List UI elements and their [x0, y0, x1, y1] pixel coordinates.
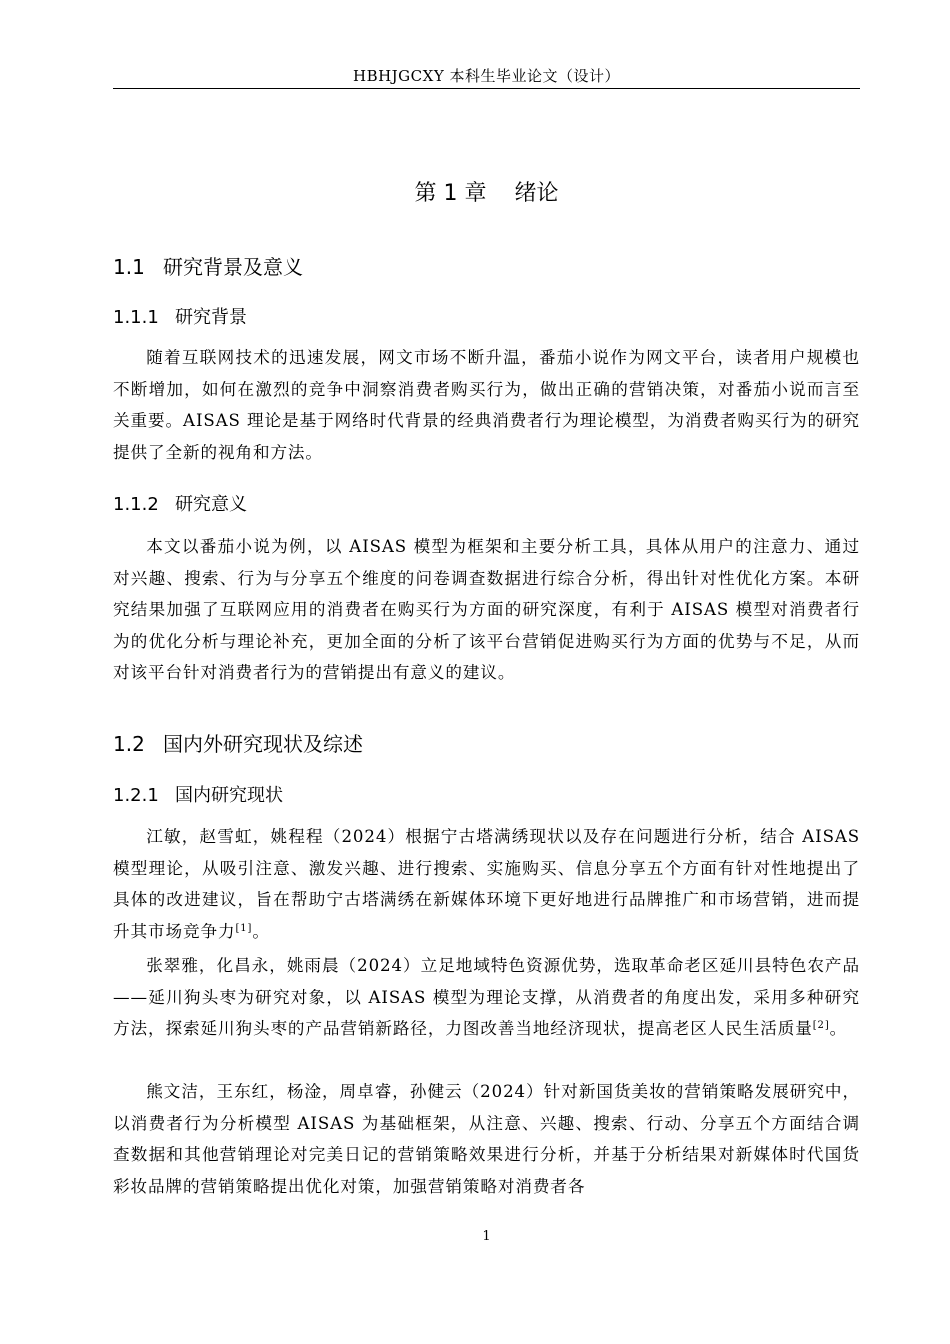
running-header: HBHJGCXY 本科生毕业论文（设计）	[352, 67, 620, 85]
subsection-title: 研究背景	[175, 307, 247, 328]
paragraph-domestic-study-2	[113, 950, 860, 1045]
subsection-title: 研究意义	[175, 494, 247, 515]
paragraph-research-background: 随着互联网技术的迅速发展，网文市场不断升温，番茄小说作为网文平台，读者用户规模也不断增加，如何在激烈的竞争中洞察消费者购买行为，做出正确的营销决策，对番茄小说而言至关重要。AISAS 理论是基于网络时代背景的经典消费者行为理论模型，为消费者购买行为的研究提供了全新的视角和方法。	[113, 348, 860, 462]
section-number: 1.1	[113, 255, 145, 279]
header-rule	[113, 88, 860, 89]
chapter-title	[113, 178, 860, 210]
section-heading-1-2	[113, 730, 363, 758]
chapter-name: 绪论	[514, 181, 559, 206]
subsection-heading-1-1-2	[113, 492, 247, 518]
citation-ref: [1]	[235, 922, 253, 934]
section-number: 1.2	[113, 732, 145, 756]
paragraph-domestic-study-3: 熊文洁，王东红，杨淦，周卓睿，孙健云（2024）针对新国货美妆的营销策略发展研究中，以消费者行为分析模型 AISAS 为基础框架，从注意、兴趣、搜索、行动、分享五个方面结合调查数据和其他营销理论对完美日记的营销策略效果进行分析，并基于分析结果对新媒体时代国货彩妆品牌的营销策略提出优化对策，加强营销策略对消费者各	[113, 1082, 860, 1196]
chapter-number: 第 1 章	[414, 181, 487, 206]
section-title: 研究背景及意义	[163, 255, 303, 279]
subsection-number: 1.1.2	[113, 494, 159, 515]
subsection-number: 1.1.1	[113, 307, 159, 328]
paragraph-text: 江敏，赵雪虹，姚程程（2024）根据宁古塔满绣现状以及存在问题进行分析，结合 AISAS 模型理论，从吸引注意、激发兴趣、进行搜索、实施购买、信息分享五个方面有针对性地提出了具体的改进建议，旨在帮助宁古塔满绣在新媒体环境下更好地进行品牌推广和市场营销，进而提升其市场竞争力	[113, 827, 860, 941]
subsection-title: 国内研究现状	[175, 785, 283, 806]
paragraph-end: 。	[252, 921, 270, 941]
paragraph-text: 张翠雅，化昌永，姚雨晨（2024）立足地域特色资源优势，选取革命老区延川县特色农产品——延川狗头枣为研究对象，以 AISAS 模型为理论支撑，从消费者的角度出发，采用多种研究方法，探索延川狗头枣的产品营销新路径，力图改善当地经济现状，提高老区人民生活质量	[113, 956, 860, 1038]
citation-ref: [2]	[812, 1020, 830, 1031]
section-title: 国内外研究现状及综述	[163, 732, 363, 756]
subsection-heading-1-1-1	[113, 305, 247, 331]
paragraph-domestic-study-1	[113, 821, 860, 947]
section-heading-1-1	[113, 253, 303, 281]
paragraph-end: 。	[829, 1019, 848, 1038]
subsection-number: 1.2.1	[113, 785, 159, 806]
subsection-heading-1-2-1	[113, 783, 283, 809]
page-number: 1	[482, 1229, 491, 1244]
paragraph-research-significance: 本文以番茄小说为例，以 AISAS 模型为框架和主要分析工具，具体从用户的注意力、通过对兴趣、搜索、行为与分享五个维度的问卷调查数据进行综合分析，得出针对性优化方案。本研究结果加强了互联网应用的消费者在购买行为方面的研究深度，有利于 AISAS 模型对消费者行为的优化分析与理论补充，更加全面的分析了该平台营销促进购买行为方面的优势与不足，从而对该平台针对消费者行为的营销提出有意义的建议。	[113, 537, 860, 682]
